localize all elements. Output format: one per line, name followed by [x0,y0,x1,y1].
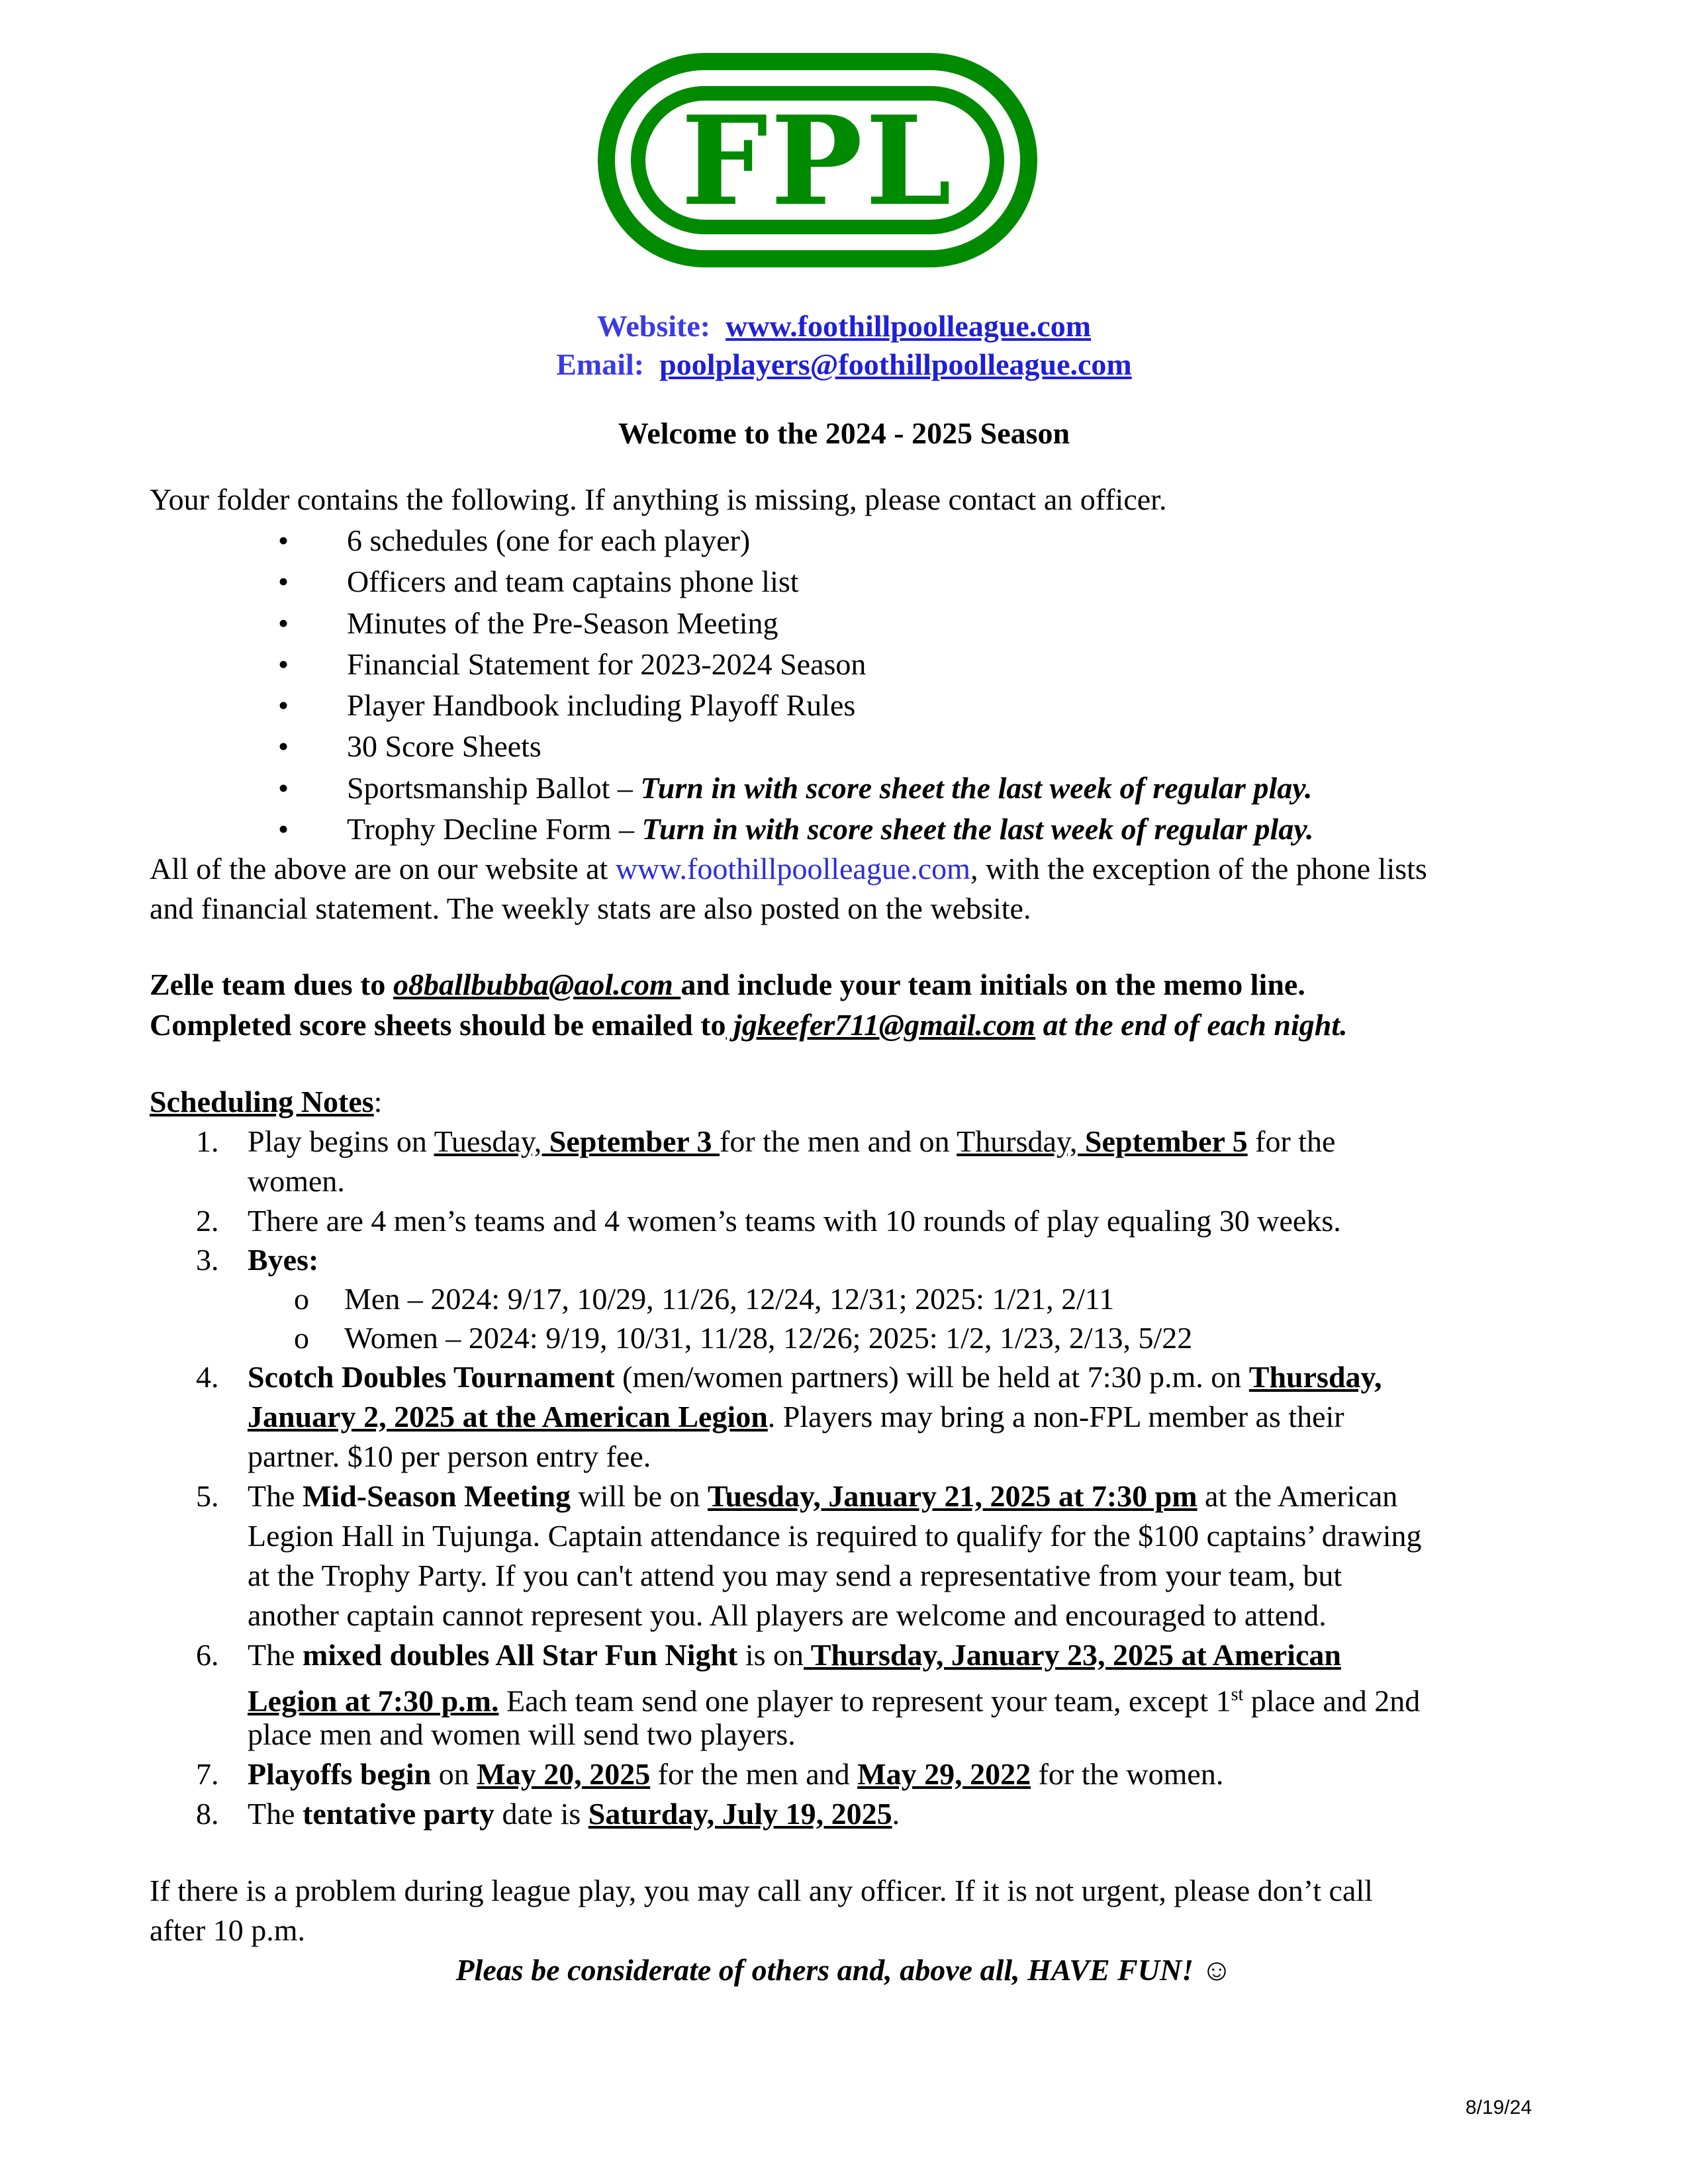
email-line [0,347,1688,382]
bye-men: Men – 2024: 9/17, 10/29, 11/26, 12/24, 12/31; 2025: 1/21, 2/11 [344,1282,1115,1316]
ballot-note: Turn in with score sheet the last week of regular play. [640,770,1313,805]
website-note-line1: All of the above are on our website at www.foothillpoolleague.com, with the exception of the phone lists [150,852,1427,886]
item-number: 3. [196,1243,219,1277]
footer-date: 8/19/24 [1465,2097,1532,2118]
email-link[interactable]: poolplayers@foothillpoolleague.com [659,347,1132,381]
bullet-icon: • [278,523,289,557]
list-item-continued: place men and women will send two players. [248,1717,796,1751]
list-item: The mixed doubles All Star Fun Night is on Thursday, January 23, 2025 at American [248,1638,1341,1672]
list-item: • Officers and team captains phone list [278,561,1314,602]
bye-women: Women – 2024: 9/19, 10/31, 11/28, 12/26; 2025: 1/2, 1/23, 2/13, 5/22 [344,1321,1193,1355]
closing-line1: If there is a problem during league play, you may call any officer. If it is not urgent, please don’t call [150,1874,1373,1907]
list-item: • Minutes of the Pre-Season Meeting [278,603,1314,644]
item-number: 4. [196,1360,219,1394]
list-item: Scotch Doubles Tournament (men/women partners) will be held at 7:30 p.m. on Thursday, [248,1360,1382,1394]
score-sheet-line: Completed score sheets should be emailed to jgkeefer711@gmail.com at the end of each night. [150,1008,1348,1042]
item-number: 7. [196,1757,219,1791]
folder-contents-list [278,520,1314,850]
list-item: Play begins on Tuesday, September 3 for the men and on Thursday, September 5 for the [248,1124,1336,1158]
zelle-line: Zelle team dues to o8ballbubba@aol.com and include your team initials on the memo line. [150,968,1305,1001]
item-number: 1. [196,1124,219,1158]
intro-text: Your folder contains the following. If anything is missing, please contact an officer. [150,482,1167,516]
list-item: • 6 schedules (one for each player) [278,520,1314,561]
fpl-logo [592,48,1043,273]
item-number: 6. [196,1638,219,1672]
list-item-continued: Legion Hall in Tujunga. Captain attendance is required to qualify for the $100 captains’ drawing [248,1519,1422,1553]
list-item-continued: another captain cannot represent you. All players are welcome and encouraged to attend. [248,1598,1327,1632]
list-item-continued: Legion at 7:30 p.m. Each team send one player to represent your team, except 1st place and 2nd [248,1684,1421,1718]
trophy-note: Turn in with score sheet the last week of regular play. [641,812,1314,846]
website-note-link[interactable]: www.foothillpoolleague.com [615,852,970,886]
bullet-icon: • [278,606,289,640]
list-item-continued: women. [248,1164,345,1198]
list-item: The Mid-Season Meeting will be on Tuesday, January 21, 2025 at 7:30 pm at the American [248,1479,1398,1513]
list-item: Playoffs begin on May 20, 2025 for the men and May 29, 2022 for the women. [248,1757,1224,1791]
bullet-icon: o [294,1282,309,1316]
bullet-icon: • [278,565,289,599]
list-item-continued: at the Trophy Party. If you can't attend you may send a representative from your team, but [248,1559,1342,1592]
email-label: Email: [556,347,645,381]
scheduling-notes-heading: Scheduling Notes: [150,1085,383,1118]
website-link[interactable]: www.foothillpoolleague.com [726,309,1092,343]
bullet-icon: • [278,770,289,805]
list-item: • Trophy Decline Form – Turn in with score sheet the last week of regular play. [278,809,1314,850]
list-item: • Player Handbook including Playoff Rules [278,685,1314,726]
zelle-email-link[interactable]: o8ballbubba@aol.com [393,968,681,1001]
list-item: • Sportsmanship Ballot – Turn in with score sheet the last week of regular play. [278,768,1314,809]
score-sheet-email-link[interactable]: jgkeefer711@gmail.com [726,1008,1036,1042]
bullet-icon: • [278,688,289,723]
bullet-icon: • [278,729,289,764]
item-number: 2. [196,1204,219,1238]
website-line [0,308,1688,343]
logo-text: FPL [680,89,955,233]
list-item: There are 4 men’s teams and 4 women’s teams with 10 rounds of play equaling 30 weeks. [248,1204,1341,1238]
welcome-heading: Welcome to the 2024 - 2025 Season [618,416,1070,450]
item-number: 5. [196,1479,219,1513]
bullet-icon: o [294,1321,309,1355]
list-item: • 30 Score Sheets [278,726,1314,767]
item-number: 8. [196,1797,219,1831]
bullet-icon: • [278,812,289,846]
list-item-continued: partner. $10 per person entry fee. [248,1439,651,1473]
list-item: The tentative party date is Saturday, July 19, 2025. [248,1797,900,1831]
website-note-line2: and financial statement. The weekly stats are also posted on the website. [150,891,1031,925]
closing-line2: after 10 p.m. [150,1913,306,1947]
bullet-icon: • [278,647,289,681]
list-item-continued: January 2, 2025 at the American Legion. Players may bring a non-FPL member as their [248,1400,1344,1433]
website-label: Website: [596,309,711,343]
list-item: • Financial Statement for 2023-2024 Season [278,644,1314,685]
closing-message: Pleas be considerate of others and, above all, HAVE FUN! ☺ [455,1953,1233,1987]
list-item: Byes: [248,1243,319,1277]
